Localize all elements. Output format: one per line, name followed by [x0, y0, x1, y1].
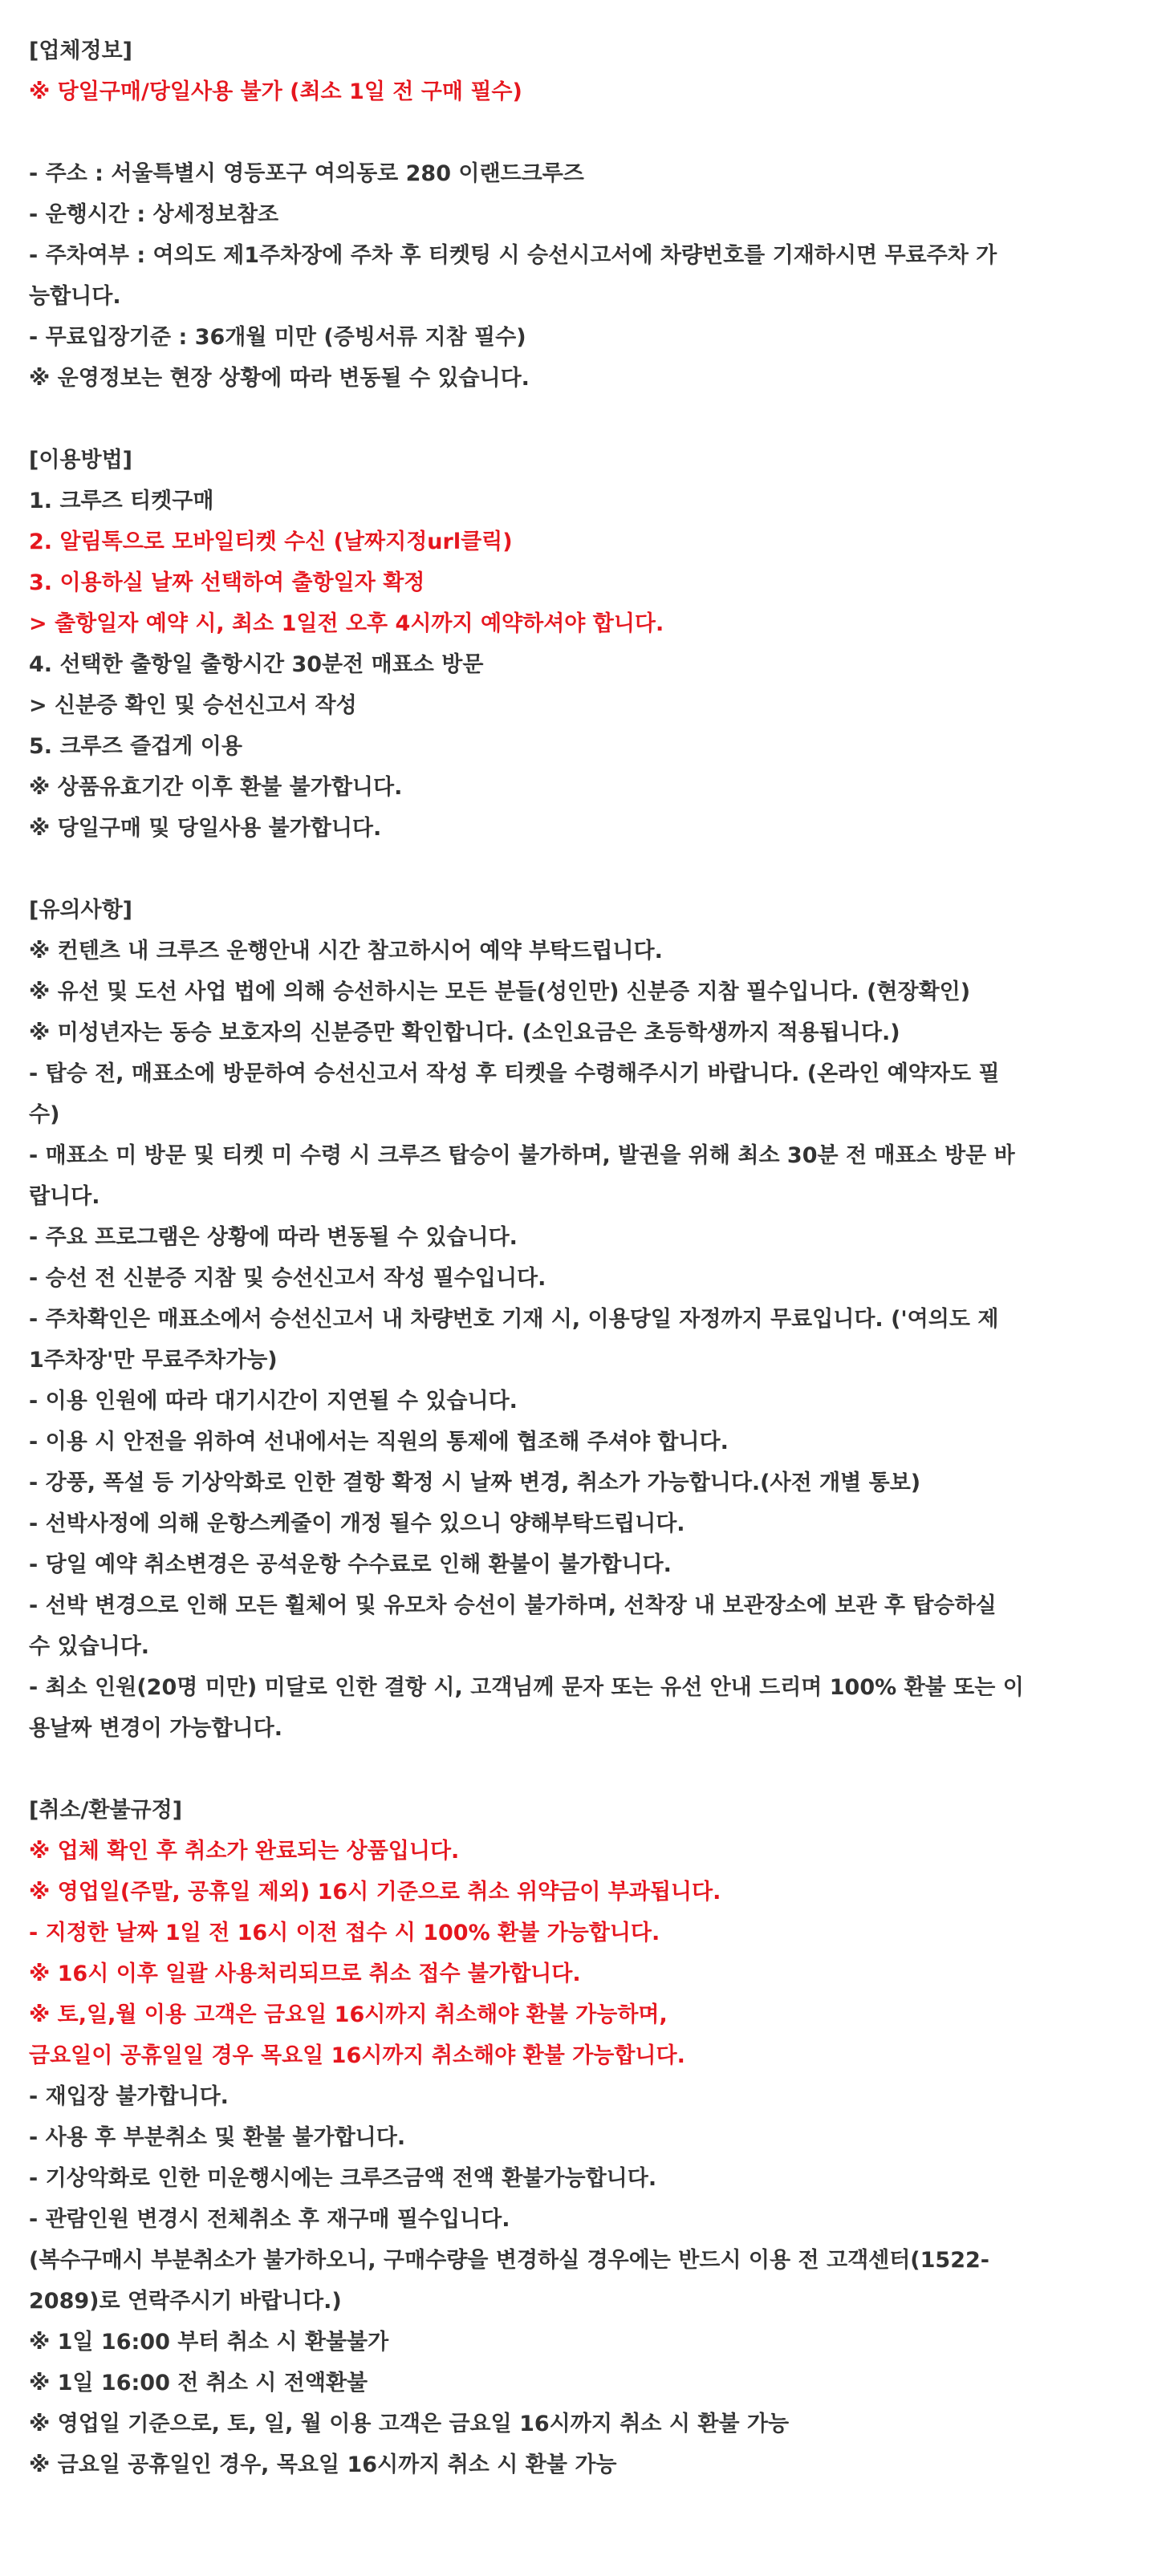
text-line: 5. 크루즈 즐겁게 이용 — [29, 734, 242, 759]
text-line: ※ 당일구매 및 당일사용 불가합니다. — [29, 816, 382, 841]
text-line: 2089)로 연락주시기 바랍니다.) — [29, 2289, 342, 2314]
blank-line — [29, 399, 1064, 440]
text-line: - 당일 예약 취소변경은 공석운항 수수료로 인해 환불이 불가합니다. — [29, 1552, 672, 1577]
text-line: 4. 선택한 출항일 출항시간 30분전 매표소 방문 — [29, 652, 484, 677]
text-line: ※ 상품유효기간 이후 환불 불가합니다. — [29, 775, 403, 800]
text-line: - 무료입장기준 : 36개월 미만 (증빙서류 지참 필수) — [29, 325, 526, 350]
text-line: - 재입장 불가합니다. — [29, 2084, 229, 2109]
section-heading: [업체정보] — [29, 39, 133, 63]
text-line: 랍니다. — [29, 1184, 100, 1209]
text-line: - 관람인원 변경시 전체취소 후 재구매 필수입니다. — [29, 2207, 510, 2232]
highlight-notice-line: - 지정한 날짜 1일 전 16시 이전 접수 시 100% 환불 가능합니다. — [29, 1921, 660, 1945]
highlight-notice-line: ※ 영업일(주말, 공휴일 제외) 16시 기준으로 취소 위약금이 부과됩니다. — [29, 1880, 721, 1905]
highlight-notice-line: > 출항일자 예약 시, 최소 1일전 오후 4시까지 예약하셔야 합니다. — [29, 611, 664, 636]
text-line: - 이용 시 안전을 위하여 선내에서는 직원의 통제에 협조해 주셔야 합니다. — [29, 1430, 729, 1454]
highlight-notice-line: 금요일이 공휴일일 경우 목요일 16시까지 취소해야 환불 가능합니다. — [29, 2043, 685, 2068]
text-line: ※ 1일 16:00 전 취소 시 전액환불 — [29, 2371, 368, 2395]
text-line: 수 있습니다. — [29, 1634, 150, 1659]
text-line: ※ 운영정보는 현장 상황에 따라 변동될 수 있습니다. — [29, 366, 530, 391]
section-heading: [유의사항] — [29, 898, 133, 923]
blank-line — [29, 112, 1064, 153]
text-line: - 운행시간 : 상세정보참조 — [29, 202, 279, 227]
text-line: - 최소 인원(20명 미만) 미달로 인한 결항 시, 고객님께 문자 또는 유선 안내 드리며 100% 환불 또는 이 — [29, 1675, 1024, 1700]
text-line: ※ 컨텐츠 내 크루즈 운행안내 시간 참고하시어 예약 부탁드립니다. — [29, 939, 663, 963]
text-line: - 주요 프로그램은 상황에 따라 변동될 수 있습니다. — [29, 1225, 518, 1250]
section-heading: [취소/환불규정] — [29, 1798, 183, 1823]
text-line: - 이용 인원에 따라 대기시간이 지연될 수 있습니다. — [29, 1389, 518, 1414]
text-line: - 주소 : 서울특별시 영등포구 여의동로 280 이랜드크루즈 — [29, 161, 584, 186]
section-heading: [이용방법] — [29, 448, 133, 473]
text-line: - 선박 변경으로 인해 모든 휠체어 및 유모차 승선이 불가하며, 선착장 내 보관장소에 보관 후 탑승하실 — [29, 1593, 997, 1618]
text-line: ※ 유선 및 도선 사업 법에 의해 승선하시는 모든 분들(성인만) 신분증 지참 필수입니다. (현장확인) — [29, 980, 971, 1004]
text-line: 1. 크루즈 티켓구매 — [29, 489, 214, 513]
text-line: - 탑승 전, 매표소에 방문하여 승선신고서 작성 후 티켓을 수령해주시기 바랍니다. (온라인 예약자도 필 — [29, 1061, 1000, 1086]
text-line: 1주차장'만 무료주차가능) — [29, 1348, 278, 1373]
blank-line — [29, 849, 1064, 890]
text-line: (복수구매시 부분취소가 불가하오니, 구매수량을 변경하실 경우에는 반드시 이용 전 고객센터(1522- — [29, 2248, 990, 2273]
highlight-notice-line: 3. 이용하실 날짜 선택하여 출항일자 확정 — [29, 570, 425, 595]
text-line: ※ 영업일 기준으로, 토, 일, 월 이용 고객은 금요일 16시까지 취소 시 환불 가능 — [29, 2412, 790, 2436]
text-line: - 사용 후 부분취소 및 환불 불가합니다. — [29, 2125, 406, 2150]
text-line: - 강풍, 폭설 등 기상악화로 인한 결항 확정 시 날짜 변경, 취소가 가능합니다.(사전 개별 통보) — [29, 1471, 921, 1495]
text-line: - 주차여부 : 여의도 제1주차장에 주차 후 티켓팅 시 승선시고서에 차량번호를 기재하시면 무료주차 가 — [29, 243, 997, 268]
text-line: 능합니다. — [29, 284, 121, 309]
text-line: 용날짜 변경이 가능합니다. — [29, 1716, 282, 1741]
highlight-notice-line: 2. 알림톡으로 모바일티켓 수신 (날짜지정url클릭) — [29, 529, 513, 554]
text-line: ※ 금요일 공휴일인 경우, 목요일 16시까지 취소 시 환불 가능 — [29, 2452, 617, 2477]
text-line: - 매표소 미 방문 및 티켓 미 수령 시 크루즈 탑승이 불가하며, 발권을 위해 최소 30분 전 매표소 방문 바 — [29, 1143, 1015, 1168]
text-line: - 선박사정에 의해 운항스케줄이 개정 될수 있으니 양해부탁드립니다. — [29, 1511, 685, 1536]
blank-line — [29, 1749, 1064, 1790]
highlight-notice-line: ※ 토,일,월 이용 고객은 금요일 16시까지 취소해야 환불 가능하며, — [29, 2002, 668, 2027]
text-line: ※ 미성년자는 동승 보호자의 신분증만 확인합니다. (소인요금은 초등학생까지 적용됩니다.) — [29, 1020, 900, 1045]
text-line: 수) — [29, 1102, 60, 1127]
highlight-notice-line: ※ 16시 이후 일괄 사용처리되므로 취소 접수 불가합니다. — [29, 1961, 581, 1986]
highlight-notice-line: ※ 당일구매/당일사용 불가 (최소 1일 전 구매 필수) — [29, 79, 522, 104]
text-line: - 기상악화로 인한 미운행시에는 크루즈금액 전액 환불가능합니다. — [29, 2166, 657, 2191]
text-line: > 신분증 확인 및 승선신고서 작성 — [29, 693, 357, 718]
text-line: ※ 1일 16:00 부터 취소 시 환불불가 — [29, 2330, 389, 2355]
highlight-notice-line: ※ 업체 확인 후 취소가 완료되는 상품입니다. — [29, 1839, 460, 1864]
text-line: - 승선 전 신분증 지참 및 승선신고서 작성 필수입니다. — [29, 1266, 546, 1291]
notice-document — [29, 30, 1064, 2485]
text-line: - 주차확인은 매표소에서 승선신고서 내 차량번호 기재 시, 이용당일 자정까지 무료입니다. ('여의도 제 — [29, 1307, 999, 1332]
